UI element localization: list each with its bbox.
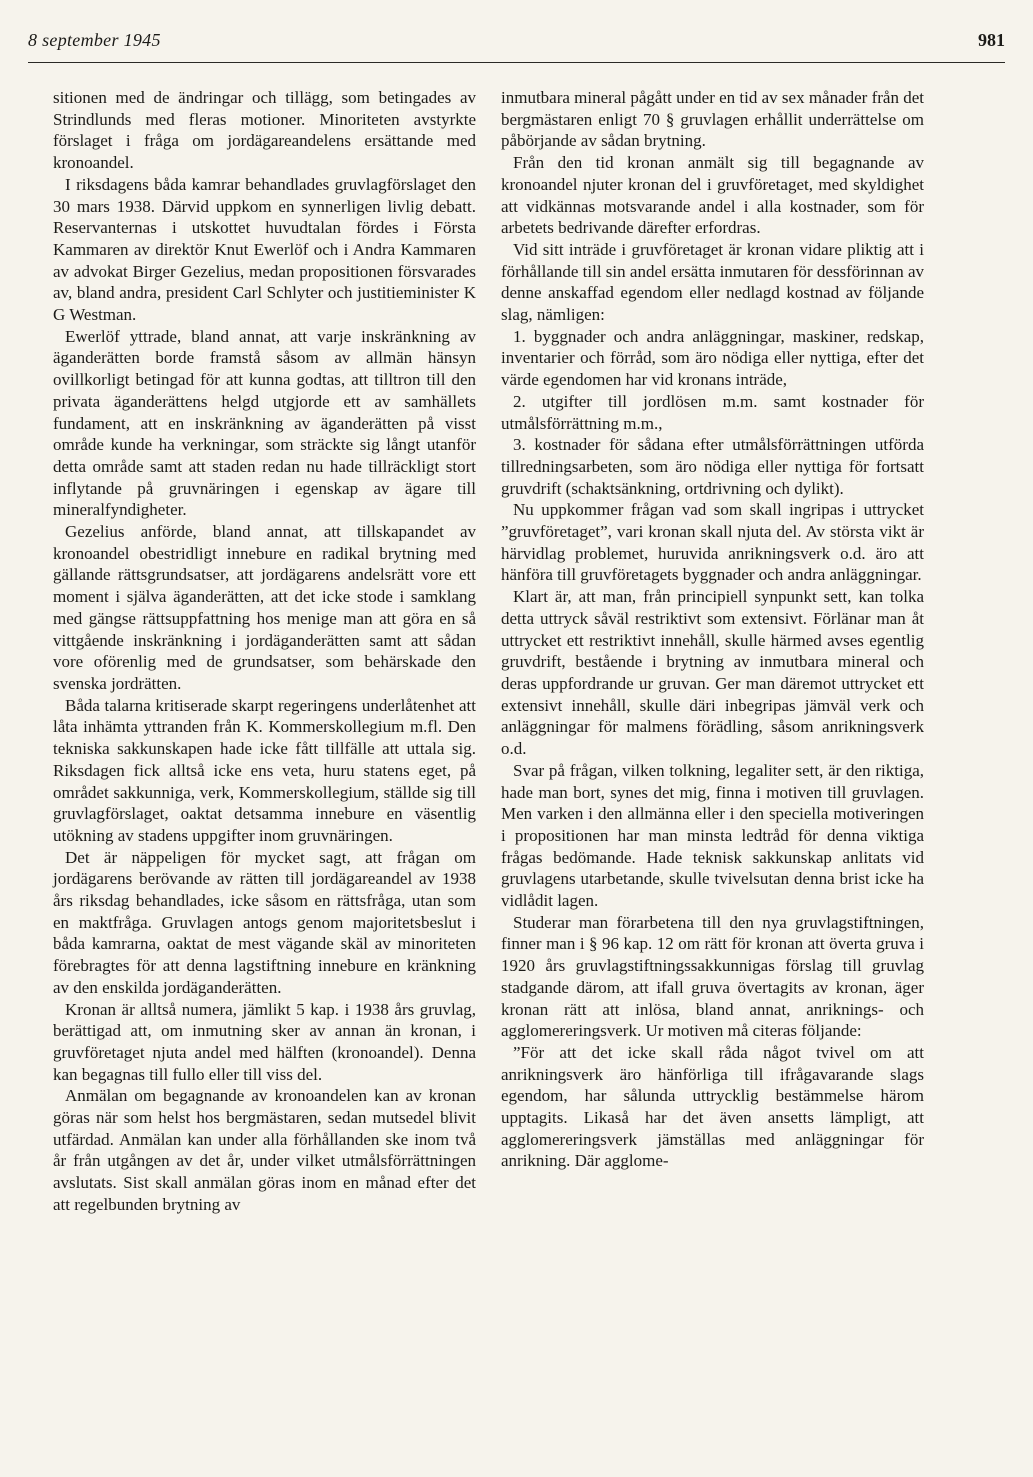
header-rule — [28, 62, 1005, 63]
paragraph: Nu uppkommer frågan vad som skall ingripas i uttrycket ”gruvföretaget”, vari kronan skall njuta del. Av största vikt är härvidlag problemet, huruvida anrikningsverk o.d. äro att hänföra till gruvföretagets byggnader och andra anläggningar. — [501, 500, 924, 585]
paragraph: Svar på frågan, vilken tolkning, legaliter sett, är den riktiga, hade man bort, synes det mig, finna i motiven till gruvlagen. Men varken i den allmänna eller i den speciella motiveringen i propositionen har man minsta ledtråd för denna viktiga frågas bedömande. Hade teknisk sakkunskap anlitats vid gruvlagens utarbetande, skulle tvivelsutan denna brist icke ha vidlådit lagen. — [501, 760, 924, 911]
paragraph: Vid sitt inträde i gruvföretaget är kronan vidare pliktig att i förhållande till sin andel ersätta inmutaren för dessförinnan av denne anskaffad egendom eller nedlagd kostnad av följande slag, nämligen: — [501, 239, 924, 325]
page-header — [28, 30, 1005, 64]
paragraph: I riksdagens båda kamrar behandlades gruvlagförslaget den 30 mars 1938. Därvid uppkom en synnerligen livlig debatt. Reservanternas i utskottet huvudtalan fördes i Första Kammaren av direktör Knut Ewerlöf och i Andra Kammaren av advokat Birger Gezelius, medan propositionen försvarades av, bland andra, president Carl Schlyter och justitieminister K G Westman. — [53, 174, 476, 325]
paragraph: Klart är, att man, från principiell synpunkt sett, kan tolka detta uttryck såväl restriktivt som extensivt. Förlänar man åt uttrycket ett restriktivt innehåll, skulle härmed avses egentlig gruvdrift, bestående i brytning av inmutbara mineral och deras uppfordrande ur gruvan. Ger man däremot uttrycket ett extensivt innehåll, skulle däri inbegripas jämväl verk och anläggningar för malmens förädling, såsom anrikningsverk o.d. — [501, 587, 924, 759]
paragraph: Gezelius anförde, bland annat, att tillskapandet av kronoandel obestridligt innebure en radikal brytning med gällande rättsgrundsatser, att jordägarens andelsrätt vore ett moment i själva äganderätten, att det icke stode i samklang med gängse rättsuppfattning hos menige man att göra en så vittgående inskränkning i jordäganderätten samt att sådan vore oförenlig med de grundsatser, som behärskade den svenska jordrätten. — [53, 522, 476, 693]
issue-date: 8 september 1945 — [28, 30, 161, 50]
right-column — [501, 87, 924, 1172]
paragraph: Anmälan om begagnande av kronoandelen kan av kronan göras när som helst hos bergmästaren, sedan mutsedel blivit utfärdad. Anmälan kan under alla förhållanden ske inom två år från utgången av det år, under vilket utmålsförrättningen avslutats. Sist skall anmälan göras inom en månad efter det att regelbunden brytning av — [53, 1086, 476, 1214]
list-item: 1. byggnader och andra anläggningar, maskiner, redskap, inventarier och förråd, som äro nödiga eller nyttiga, efter det värde egendomen har vid kronans inträde, — [501, 326, 924, 390]
paragraph: Studerar man förarbetena till den nya gruvlagstiftningen, finner man i § 96 kap. 12 om rätt för kronan att överta gruva i 1920 års gruvlagstiftningssakkunnigas förslag till gruvlag stadgande därom, att ifall gruva övertagits av kronan, äger kronan rätt att inlösa, bland annat, anriknings- och agglomereringsverk. Ur motiven må citeras följande: — [501, 912, 924, 1041]
quotation: ”För att det icke skall råda något tvivel om att anrikningsverk äro hänförliga till ifrågavarande slags egendom, har sålunda uttrycklig bestämmelse härom upptagits. Likaså har det även ansetts lämpligt, att agglomereringsverk jämställas med anläggningar för anrikning. Där agglome- — [501, 1042, 924, 1171]
paragraph: sitionen med de ändringar och tillägg, som betingades av Strindlunds med fleras motioner. Minoriteten avstyrkte förslaget i fråga om jordägareandelens ersättande med kronoandel. — [53, 88, 476, 173]
paragraph: inmutbara mineral pågått under en tid av sex månader från det bergmästaren enligt 70 § gruvlagen erhållit underrättelse om påbörjande av sådan brytning. — [501, 88, 924, 151]
paragraph: Ewerlöf yttrade, bland annat, att varje inskränkning av äganderätten borde framstå såsom av allmän hänsyn ovillkorligt betingad för att kunna godtas, att tilltron till den privata äganderättens helgd utgjorde ett av samhällets fundament, att en inskränkning av äganderätten på visst område kunde ha verkningar, som sträckte sig långt utanför detta område samt att staden redan nu hade tillräckligt stort inflytande på gruvnäringen i egenskap av ägare till mineralfyndigheter. — [53, 326, 476, 520]
paragraph: Det är näppeligen för mycket sagt, att frågan om jordägarens berövande av rätten till jordägareandel av 1938 års riksdag behandlades, icke såsom en rättsfråga, utan som en maktfråga. Gruvlagen antogs genom majoritetsbeslut i båda kamrarna, oaktat de mest vägande skäl av minoriteten förebragtes för att denna lagstiftning innebure en kränkning av den enskilda jordäganderätten. — [53, 847, 476, 997]
paragraph: Kronan är alltså numera, jämlikt 5 kap. i 1938 års gruvlag, berättigad att, om inmutning sker av annan än kronan, i gruvföretaget njuta andel med hälften (kronoandel). Denna kan begagnas till fullo eller till viss del. — [53, 999, 476, 1084]
page-number: 981 — [978, 30, 1005, 50]
list-item: 3. kostnader för sådana efter utmålsförrättningen utförda tillredningsarbeten, som äro nödiga eller nyttiga för fortsatt gruvdrift (schaktsänkning, ortdrivning och dylikt). — [501, 435, 924, 498]
list-item: 2. utgifter till jordlösen m.m. samt kostnader för utmålsförrättning m.m., — [501, 391, 924, 433]
paragraph: Från den tid kronan anmält sig till begagnande av kronoandel njuter kronan del i gruvföretaget, med skyldighet att vidkännas motsvarande andel i alla kostnader, som för arbetets bedrivande därefter erfordras. — [501, 153, 924, 238]
left-column — [53, 87, 476, 1216]
paragraph: Båda talarna kritiserade skarpt regeringens underlåtenhet att låta inhämta yttranden från K. Kommerskollegium m.fl. Den tekniska sakkunskapen hade icke fått tillfälle att uttala sig. Riksdagen fick alltså icke ens veta, huru statens eget, på området sakkunniga, verk, Kommerskollegium, ställde sig till gruvlagförslaget, oaktat detsamma innebure en väsentlig utökning av stadens uppgifter inom gruvnäringen. — [53, 695, 476, 845]
